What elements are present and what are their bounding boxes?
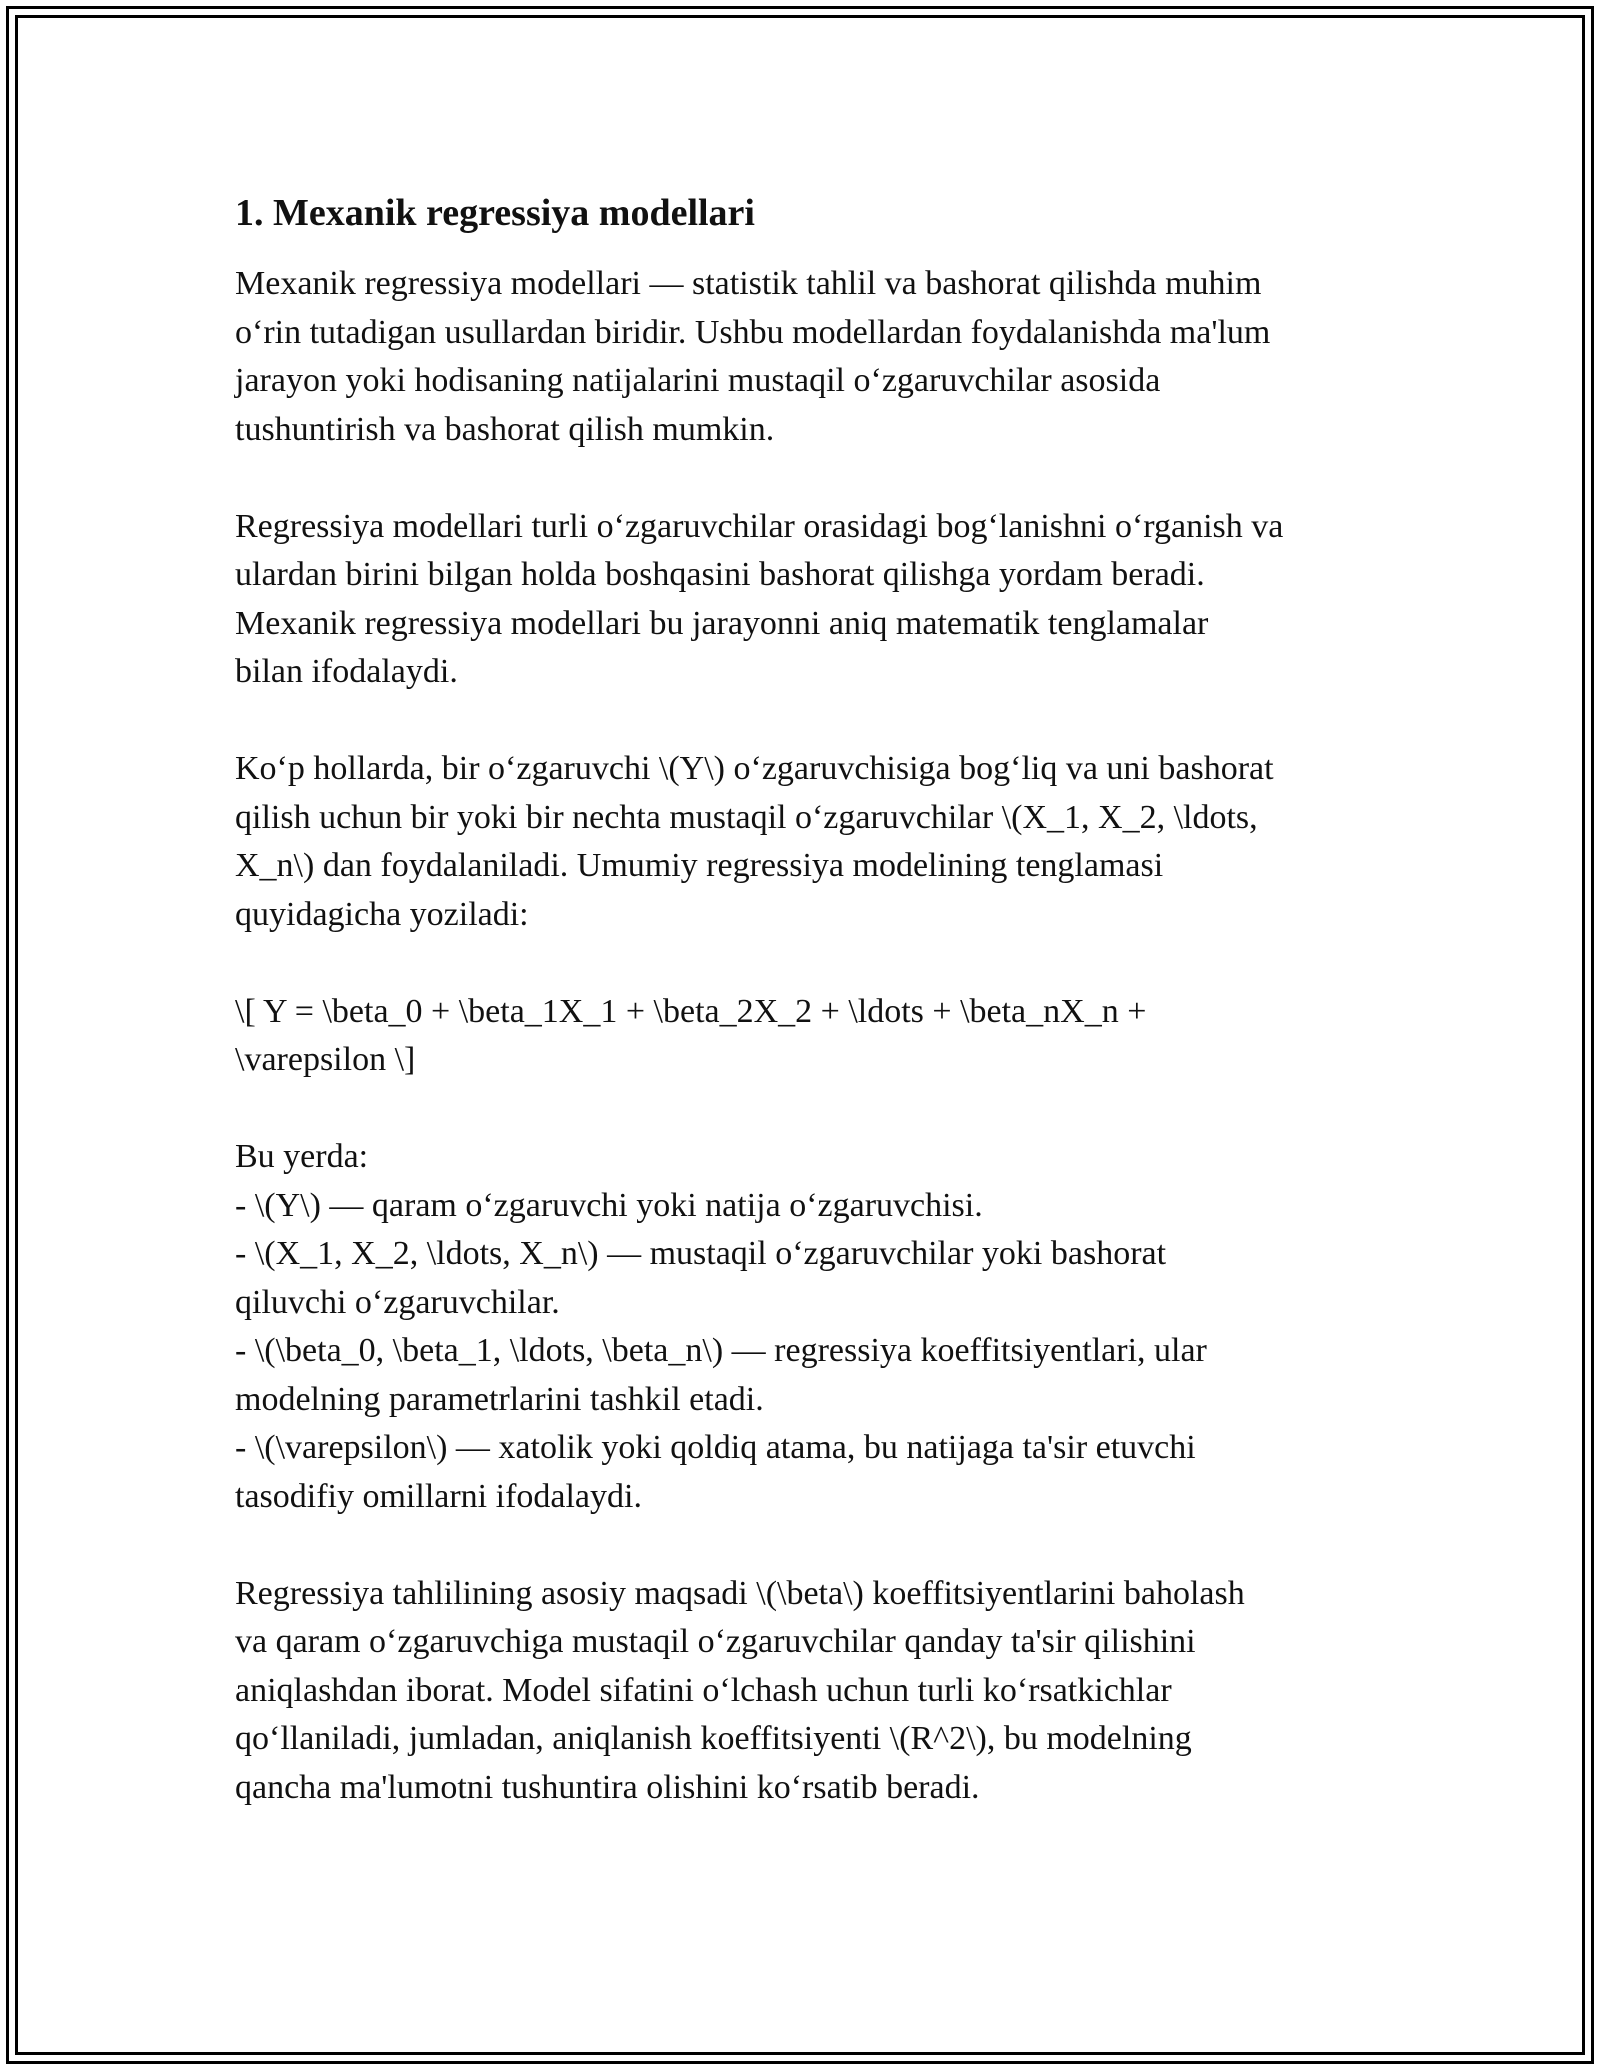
- section-heading: 1. Mexanik regressiya modellari: [235, 192, 755, 234]
- list-item-continuation: qiluvchi o‘zgaruvchilar.: [235, 1283, 560, 1321]
- text-line: va qaram o‘zgaruvchiga mustaqil o‘zgaruvchilar qanday ta'sir qilishini: [235, 1623, 1196, 1660]
- document-body: [235, 186, 1385, 1861]
- paragraph-intro: [235, 260, 1385, 454]
- text-line: X_n\) dan foydalaniladi. Umumiy regressiya modelining tenglamasi: [235, 847, 1164, 884]
- paragraph-relationship: [235, 503, 1385, 697]
- text-line: Mexanik regressiya modellari — statistik tahlil va bashorat qilishda muhim: [235, 265, 1262, 302]
- list-item: - \(Y\) — qaram o‘zgaruvchi yoki natija o‘zgaruvchisi.: [235, 1186, 983, 1224]
- text-line: Regressiya tahlilining asosiy maqsadi \(\beta\) koeffitsiyentlarini baholash: [235, 1574, 1245, 1612]
- text-line: qilish uchun bir yoki bir nechta mustaqil o‘zgaruvchilar \(X_1, X_2, \ldots,: [235, 798, 1258, 836]
- text-line: tushuntirish va bashorat qilish mumkin.: [235, 410, 775, 448]
- regression-equation: [235, 988, 1385, 1085]
- list-item: - \(\beta_0, \beta_1, \ldots, \beta_n\) — regressiya koeffitsiyentlari, ular: [235, 1332, 1207, 1369]
- list-item: - \(\varepsilon\) — xatolik yoki qoldiq atama, bu natijaga ta'sir etuvchi: [235, 1429, 1196, 1466]
- equation-line: \varepsilon \]: [235, 1041, 416, 1078]
- list-item-continuation: modelning parametrlarini tashkil etadi.: [235, 1380, 764, 1418]
- text-line: quyidagicha yoziladi:: [235, 895, 529, 933]
- paragraph-variables: [235, 745, 1385, 939]
- text-line: aniqlashdan iborat. Model sifatini o‘lchash uchun turli ko‘rsatkichlar: [235, 1671, 1172, 1709]
- list-item: - \(X_1, X_2, \ldots, X_n\) — mustaqil o‘zgaruvchilar yoki bashorat: [235, 1235, 1167, 1272]
- text-line: ulardan birini bilgan holda boshqasini bashorat qilishga yordam beradi.: [235, 556, 1205, 593]
- text-line: o‘rin tutadigan usullardan biridir. Ushbu modellardan foydalanishda ma'lum: [235, 313, 1271, 351]
- text-line: qo‘llaniladi, jumladan, aniqlanish koeffitsiyenti \(R^2\), bu modelning: [235, 1720, 1192, 1757]
- list-item-continuation: tasodifiy omillarni ifodalaydi.: [235, 1477, 642, 1515]
- text-line: qancha ma'lumotni tushuntira olishini ko‘rsatib beradi.: [235, 1768, 980, 1806]
- equation-line: \[ Y = \beta_0 + \beta_1X_1 + \beta_2X_2 + \ldots + \beta_nX_n +: [235, 992, 1147, 1030]
- text-line: Mexanik regressiya modellari bu jarayonni aniq matematik tenglamalar: [235, 604, 1209, 642]
- paragraph-conclusion: [235, 1570, 1385, 1813]
- definitions-list: [235, 1133, 1385, 1521]
- text-line: bilan ifodalaydi.: [235, 653, 458, 690]
- text-line: Ko‘p hollarda, bir o‘zgaruvchi \(Y\) o‘zgaruvchisiga bog‘liq va uni bashorat: [235, 750, 1274, 787]
- text-line: Regressiya modellari turli o‘zgaruvchilar orasidagi bog‘lanishni o‘rganish va: [235, 507, 1284, 545]
- list-intro: Bu yerda:: [235, 1138, 369, 1175]
- text-line: jarayon yoki hodisaning natijalarini mustaqil o‘zgaruvchilar asosida: [235, 362, 1161, 399]
